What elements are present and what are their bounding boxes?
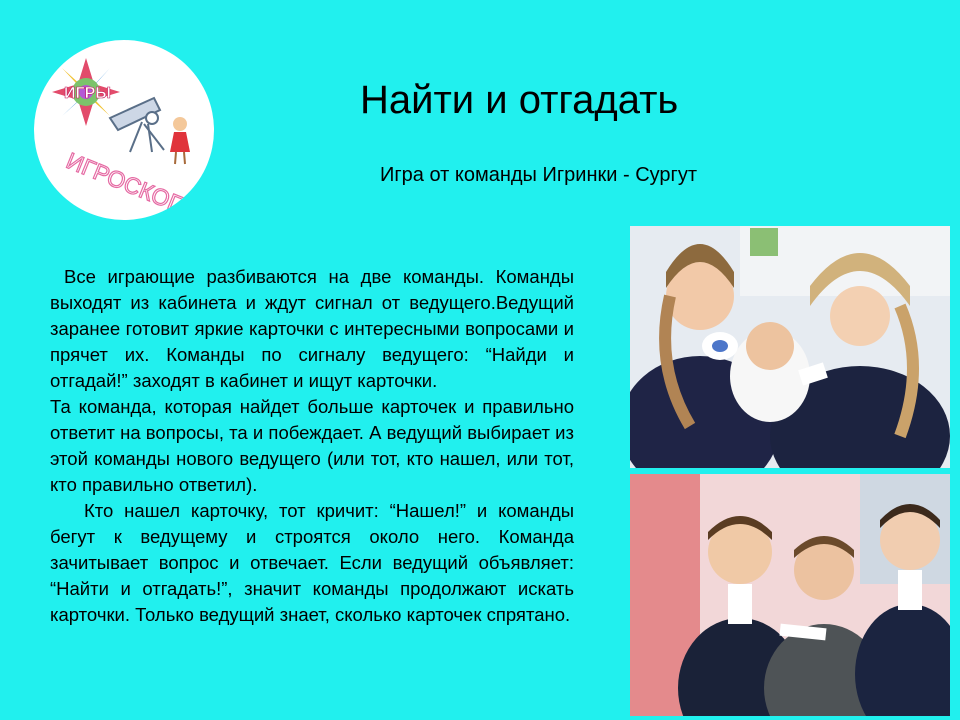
paragraph-3: Кто нашел карточку, тот кричит: “Нашел!” и команды бегут к ведущему и строятся около него. Команда зачитывает вопрос и отвечает. Если ведущий объявляет: “Найти и отгадать!”, значит команды продолжают искать карточки. Только ведущий знает, сколько карточек спрятано. [50,500,574,625]
paragraph-1: Все играющие разбиваются на две команды. Команды выходят из кабинета и ждут сигнал от ведущего.Ведущий заранее готовит яркие карточки с интересными вопросами и прячет их. Команды по сигналу ведущего: “Найди и отгадай!” заходят в кабинет и ищут карточки. [50,266,574,391]
page-subtitle: Игра от команды Игринки - Сургут [380,164,697,186]
girls-with-cards-photo [630,226,950,468]
page-title: Найти и отгадать [360,78,679,122]
logo-top-text: ИГРЫ [64,85,111,102]
logo [34,40,214,220]
paragraph-2: Та команда, которая найдет больше карточек и правильно ответит на вопросы, та и побеждает. А ведущий выбирает из этой команды нового ведущего (или тот, кто нашел, или тот, кто правильно ответил). [50,396,574,495]
body-text [50,264,574,628]
boys-with-card-photo [630,474,950,716]
logo-text [34,40,214,220]
logo-bottom-text: ИГРОСКОП [62,147,190,219]
